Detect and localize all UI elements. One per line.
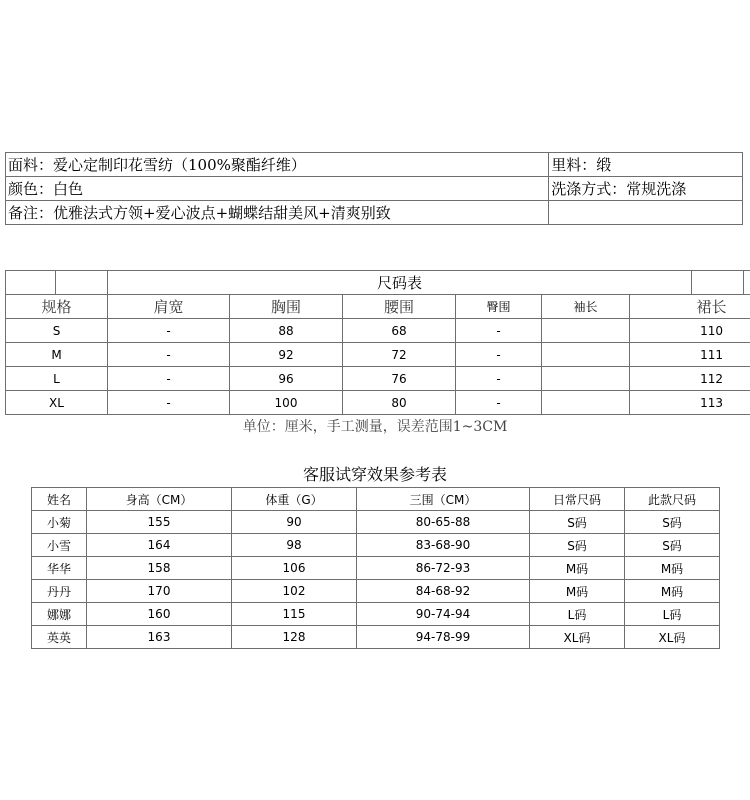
- lining-text: 里料：缎: [549, 153, 743, 177]
- fabric-info-table: [5, 152, 743, 225]
- height-cell: 163: [87, 626, 232, 649]
- waist-value: 76: [343, 367, 456, 391]
- this-size-cell: L码: [625, 603, 720, 626]
- this-size-cell: S码: [625, 534, 720, 557]
- measurements-cell: 80-65-88: [357, 511, 530, 534]
- header-hip: 臀围: [456, 295, 542, 319]
- this-size-cell: M码: [625, 557, 720, 580]
- size-label: L: [6, 367, 108, 391]
- header-bust: 胸围: [230, 295, 343, 319]
- header-usual-size: 日常尺码: [530, 488, 625, 511]
- weight-cell: 128: [232, 626, 357, 649]
- hip-value: -: [456, 319, 542, 343]
- sleeve-value: [542, 319, 630, 343]
- height-cell: 170: [87, 580, 232, 603]
- table-row: [32, 603, 720, 626]
- bust-value: 96: [230, 367, 343, 391]
- header-shoulder: 肩宽: [108, 295, 230, 319]
- header-sleeve: 袖长: [542, 295, 630, 319]
- header-skirt-length: 裙长: [630, 295, 750, 319]
- table-row: [6, 319, 750, 343]
- measurements-cell: 83-68-90: [357, 534, 530, 557]
- empty-cell: [744, 271, 750, 295]
- table-row: [6, 367, 750, 391]
- name-cell: 小雪: [32, 534, 87, 557]
- usual-size-cell: S码: [530, 534, 625, 557]
- fabric-text: 面料：爱心定制印花雪纺（100%聚酯纤维）: [6, 153, 549, 177]
- name-cell: 娜娜: [32, 603, 87, 626]
- size-label: XL: [6, 391, 108, 415]
- fabric-row: [6, 153, 743, 177]
- skirt-length-value: 110: [630, 319, 750, 343]
- table-row: [32, 511, 720, 534]
- usual-size-cell: M码: [530, 580, 625, 603]
- size-chart-header-row: [6, 295, 750, 319]
- table-row: [32, 557, 720, 580]
- empty-cell: [56, 271, 108, 295]
- height-cell: 164: [87, 534, 232, 557]
- weight-cell: 98: [232, 534, 357, 557]
- sleeve-value: [542, 391, 630, 415]
- name-cell: 华华: [32, 557, 87, 580]
- wash-text: 洗涤方式：常规洗涤: [549, 177, 743, 201]
- table-row: [6, 343, 750, 367]
- bust-value: 100: [230, 391, 343, 415]
- table-row: [32, 534, 720, 557]
- empty-cell: [6, 271, 56, 295]
- height-cell: 155: [87, 511, 232, 534]
- header-height: 身高（CM）: [87, 488, 232, 511]
- hip-value: -: [456, 367, 542, 391]
- height-cell: 160: [87, 603, 232, 626]
- fit-header-row: [32, 488, 720, 511]
- header-name: 姓名: [32, 488, 87, 511]
- color-text: 颜色：白色: [6, 177, 549, 201]
- sleeve-value: [542, 343, 630, 367]
- unit-note: 单位：厘米，手工测量，误差范围1~3CM: [242, 419, 508, 435]
- shoulder-value: -: [108, 319, 230, 343]
- color-row: [6, 177, 743, 201]
- weight-cell: 115: [232, 603, 357, 626]
- measurements-cell: 86-72-93: [357, 557, 530, 580]
- size-label: M: [6, 343, 108, 367]
- this-size-cell: S码: [625, 511, 720, 534]
- hip-value: -: [456, 343, 542, 367]
- note-row: [6, 201, 743, 225]
- this-size-cell: XL码: [625, 626, 720, 649]
- empty-cell: [692, 271, 744, 295]
- name-cell: 小菊: [32, 511, 87, 534]
- skirt-length-value: 112: [630, 367, 750, 391]
- table-row: [32, 626, 720, 649]
- fit-reference-table: [31, 487, 720, 649]
- header-size: 规格: [6, 295, 108, 319]
- shoulder-value: -: [108, 343, 230, 367]
- skirt-length-value: 111: [630, 343, 750, 367]
- waist-value: 72: [343, 343, 456, 367]
- fit-table-title: 客服试穿效果参考表: [302, 465, 447, 484]
- weight-cell: 102: [232, 580, 357, 603]
- header-measurements: 三围（CM）: [357, 488, 530, 511]
- height-cell: 158: [87, 557, 232, 580]
- size-chart-title: 尺码表: [108, 271, 692, 295]
- usual-size-cell: M码: [530, 557, 625, 580]
- usual-size-cell: S码: [530, 511, 625, 534]
- empty-cell: [549, 201, 743, 225]
- header-weight: 体重（G）: [232, 488, 357, 511]
- header-this-size: 此款尺码: [625, 488, 720, 511]
- name-cell: 英英: [32, 626, 87, 649]
- note-text: 备注：优雅法式方领+爱心波点+蝴蝶结甜美风+清爽别致: [6, 201, 549, 225]
- measurements-cell: 94-78-99: [357, 626, 530, 649]
- name-cell: 丹丹: [32, 580, 87, 603]
- shoulder-value: -: [108, 367, 230, 391]
- shoulder-value: -: [108, 391, 230, 415]
- size-chart-table: [5, 270, 750, 415]
- header-waist: 腰围: [343, 295, 456, 319]
- weight-cell: 106: [232, 557, 357, 580]
- usual-size-cell: XL码: [530, 626, 625, 649]
- measurements-cell: 90-74-94: [357, 603, 530, 626]
- measurements-cell: 84-68-92: [357, 580, 530, 603]
- size-chart-title-row: [6, 271, 750, 295]
- hip-value: -: [456, 391, 542, 415]
- table-row: [32, 580, 720, 603]
- sleeve-value: [542, 367, 630, 391]
- bust-value: 92: [230, 343, 343, 367]
- waist-value: 80: [343, 391, 456, 415]
- table-row: [6, 391, 750, 415]
- size-label: S: [6, 319, 108, 343]
- usual-size-cell: L码: [530, 603, 625, 626]
- weight-cell: 90: [232, 511, 357, 534]
- skirt-length-value: 113: [630, 391, 750, 415]
- this-size-cell: M码: [625, 580, 720, 603]
- waist-value: 68: [343, 319, 456, 343]
- bust-value: 88: [230, 319, 343, 343]
